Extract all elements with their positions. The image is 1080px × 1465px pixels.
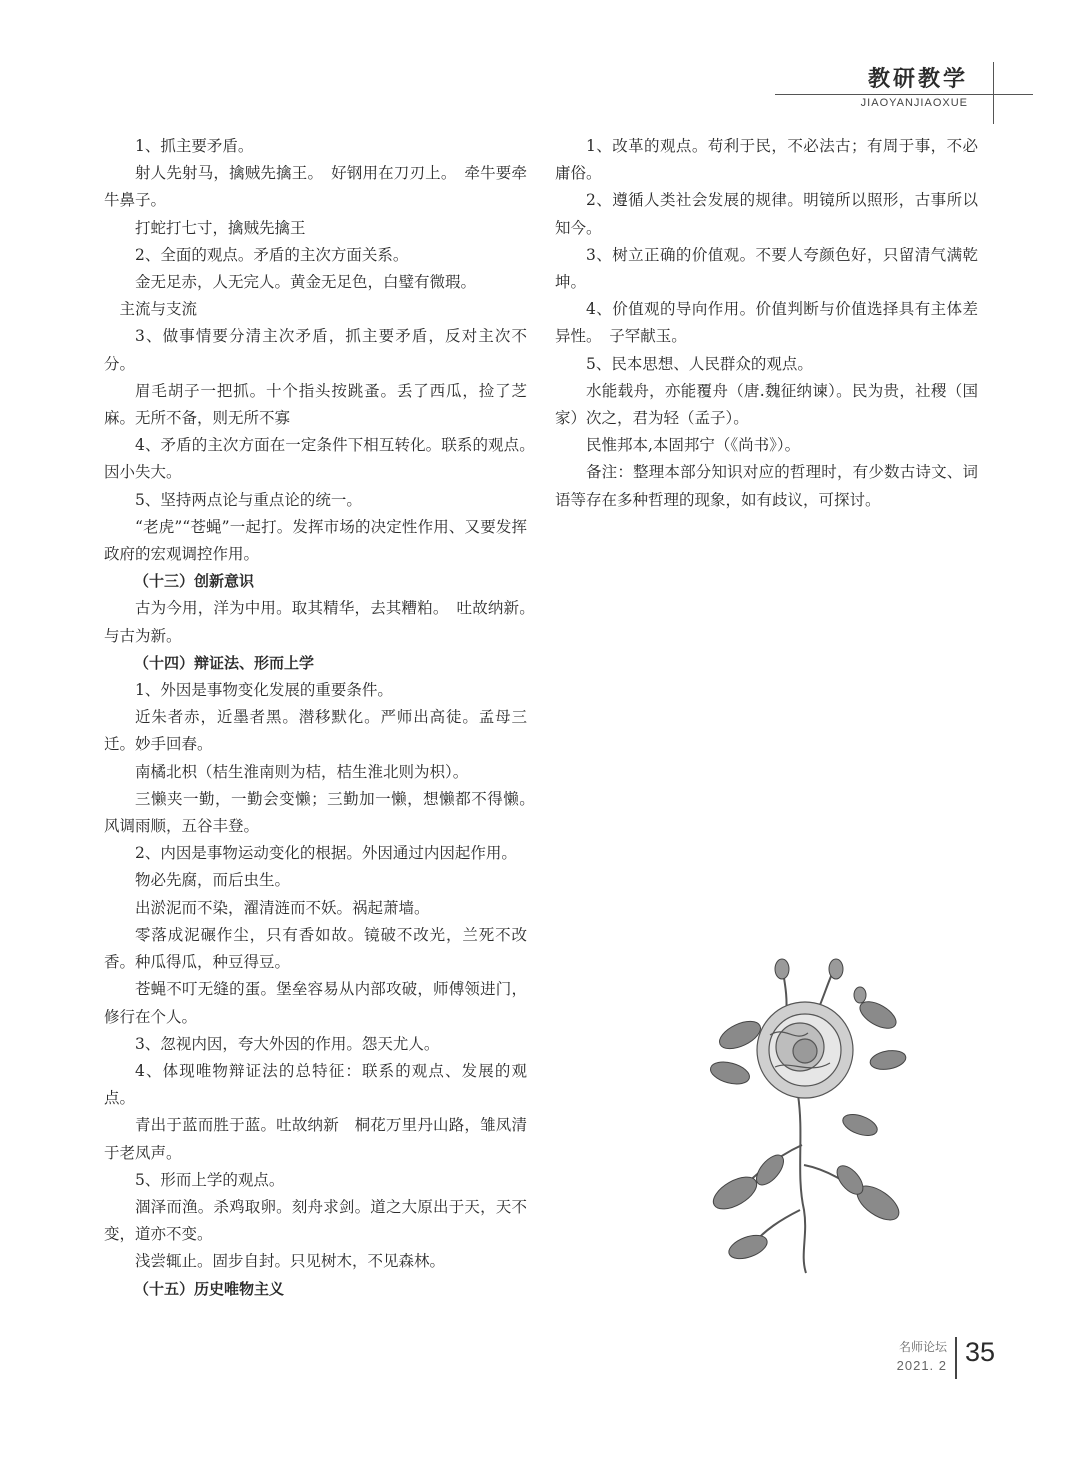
paragraph: 5、形而上学的观点。 bbox=[135, 1170, 285, 1189]
rose-illustration-icon bbox=[700, 955, 920, 1275]
paragraph: 2、全面的观点。矛盾的主次方面关系。 bbox=[135, 245, 409, 264]
paragraph: 射人先射马，擒贼先擒王。 好钢用在刀刃上。 牵牛要牵牛鼻子。 bbox=[104, 164, 527, 210]
paragraph: 三懒夹一勤，一勤会变懒；三勤加一懒，想懒都不得懒。 风调雨顺，五谷丰登。 bbox=[104, 789, 543, 836]
journal-name: 名师论坛 bbox=[898, 1340, 947, 1354]
section-subtitle: JIAOYANJIAOXUE bbox=[860, 97, 968, 109]
paragraph: 5、民本思想、人民群众的观点。 bbox=[586, 354, 813, 373]
paragraph: 古为今用，洋为中用。取其精华，去其糟粕。 吐故纳新。 与古为新。 bbox=[104, 599, 543, 645]
paragraph: 打蛇打七寸，擒贼先擒王 bbox=[135, 218, 306, 237]
paragraph: 民惟邦本,本固邦宁（《尚书》）。 bbox=[586, 436, 801, 455]
section-title: 教研教学 bbox=[867, 67, 968, 92]
paragraph: 4、价值观的导向作用。价值判断与价值选择具有主体差异性。 子罕献玉。 bbox=[555, 300, 978, 346]
paragraph: 近朱者赤，近墨者黑。潜移默化。严师出高徒。孟母三迁。妙手回春。 bbox=[104, 708, 527, 754]
paragraph: 3、忽视内因，夸大外因的作用。怨天尤人。 bbox=[135, 1034, 440, 1053]
paragraph: 3、树立正确的价值观。不要人夸颜色好，只留清气满乾坤。 bbox=[555, 245, 978, 292]
header-divider bbox=[775, 94, 1033, 95]
paragraph: 零落成泥碾作尘，只有香如故。镜破不改光，兰死不改香。种瓜得瓜，种豆得豆。 bbox=[104, 925, 527, 972]
right-column bbox=[555, 133, 978, 514]
paragraph: 南橘北枳（桔生淮南则为桔，桔生淮北则为枳）。 bbox=[135, 762, 469, 781]
paragraph: “老虎”“苍蝇”一起打。发挥市场的决定性作用、又要发挥政府的宏观调控作用。 bbox=[104, 517, 527, 564]
paragraph: 1、抓主要矛盾。 bbox=[135, 137, 254, 155]
section-heading: （十五）历史唯物主义 bbox=[134, 1279, 285, 1298]
header-vertical-rule bbox=[993, 62, 994, 124]
paragraph: 苍蝇不叮无缝的蛋。堡垒容易从内部攻破，师傅领进门，修行在个人。 bbox=[104, 980, 527, 1026]
paragraph: 水能载舟，亦能覆舟（唐.魏征纳谏）。民为贵，社稷（国家）次之，君为轻（孟子）。 bbox=[555, 381, 978, 428]
paragraph: 出淤泥而不染，濯清涟而不妖。祸起萧墙。 bbox=[135, 898, 430, 917]
paragraph: 1、改革的观点。苟利于民，不必法古；有周于事，不必庸俗。 bbox=[555, 137, 978, 183]
paragraph: 5、坚持两点论与重点论的统一。 bbox=[135, 490, 362, 509]
paragraph: 金无足赤，人无完人。黄金无足色，白璧有微瑕。 bbox=[135, 273, 477, 292]
paragraph: 4、矛盾的主次方面在一定条件下相互转化。联系的观点。 因小失大。 bbox=[104, 436, 559, 482]
paragraph: 物必先腐，而后虫生。 bbox=[135, 871, 291, 890]
section-heading: （十三）创新意识 bbox=[134, 572, 255, 591]
paragraph: 1、外因是事物变化发展的重要条件。 bbox=[135, 681, 393, 700]
paragraph: 眉毛胡子一把抓。十个指头按跳蚤。丢了西瓜，捡了芝麻。无所不备，则无所不寡 bbox=[104, 381, 527, 428]
paragraph: 青出于蓝而胜于蓝。吐故纳新 桐花万里丹山路，雏凤清于老凤声。 bbox=[104, 1116, 527, 1162]
paragraph: 主流与支流 bbox=[119, 300, 198, 319]
section-heading: （十四）辩证法、形而上学 bbox=[134, 653, 315, 672]
paragraph: 涸泽而渔。杀鸡取卵。刻舟求剑。道之大原出于天，天不变，道亦不变。 bbox=[104, 1197, 527, 1244]
issue-date: 2021. 2 bbox=[896, 1358, 947, 1373]
left-column bbox=[104, 133, 559, 1303]
footer-divider bbox=[955, 1337, 957, 1379]
paragraph: 4、体现唯物辩证法的总特征：联系的观点、发展的观点。 bbox=[104, 1061, 527, 1108]
paragraph: 2、内因是事物运动变化的根据。外因通过内因起作用。 bbox=[135, 844, 517, 863]
paragraph: 备注：整理本部分知识对应的哲理时，有少数古诗文、词语等存在多种哲理的现象，如有歧议，可探讨。 bbox=[555, 463, 978, 509]
paragraph: 浅尝辄止。固步自封。只见树木，不见森林。 bbox=[135, 1252, 446, 1271]
paragraph: 3、做事情要分清主次矛盾，抓主要矛盾，反对主次不分。 bbox=[104, 327, 527, 373]
page-number: 35 bbox=[965, 1337, 996, 1367]
paragraph: 2、遵循人类社会发展的规律。明镜所以照形，古事所以知今。 bbox=[555, 191, 978, 237]
